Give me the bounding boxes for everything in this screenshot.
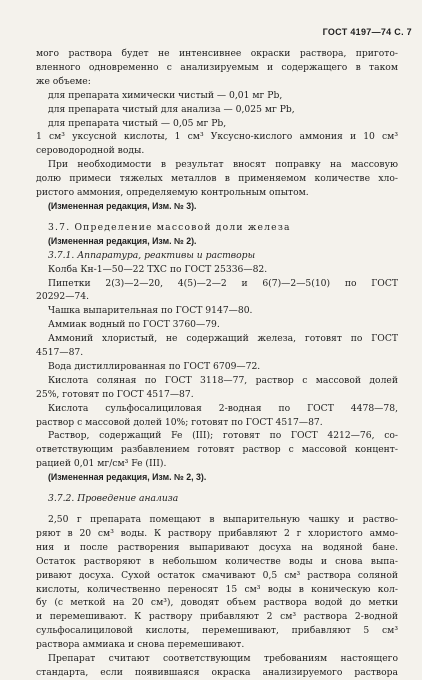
text-line: 25%, готовят по ГОСТ 4517—87. — [36, 388, 194, 400]
text-line: раствора аммиака и снова перемешивают. — [36, 639, 245, 651]
text-line: ристого аммония, определяемую контрольным опытом. — [36, 187, 309, 199]
text-line: долю примеси тяжелых металлов в применяемом количестве хло- — [36, 173, 398, 185]
text-line: 3.7.2. Проведение анализа — [48, 493, 179, 505]
text-line: для препарата химически чистый — 0,01 мг Pb, — [48, 89, 283, 101]
text-line: сероводородной воды. — [36, 145, 145, 157]
text-line: При необходимости в результат вносят поправку на массовую — [48, 159, 398, 171]
text-line: Кислота соляная по ГОСТ 3118—77, раствор с массовой долей — [48, 374, 398, 386]
text-line: ривают досуха. Сухой остаток смачивают 0,5 см³ раствора соляной — [36, 569, 398, 581]
text-line: Вода дистиллированная по ГОСТ 6709—72. — [48, 360, 261, 372]
text-line: вленного одновременно с анализируемым и содержащего в таком — [36, 61, 398, 73]
page-header: ГОСТ 4197—74 С. 7 — [322, 27, 412, 37]
text-line: Препарат считают соответствующим требованиям настоящего — [48, 653, 398, 665]
text-line: 1 см³ уксусной кислоты, 1 см³ Уксусно-кислого аммония и 10 см³ — [36, 131, 398, 143]
text-line: бу (с меткой на 20 см³), доводят объем раствора водой до метки — [36, 597, 398, 609]
text-line: (Измененная редакция, Изм. № 2). — [48, 235, 197, 246]
paragraph-gap — [36, 506, 398, 513]
paragraph-gap — [36, 214, 398, 221]
text-line: сульфосалициловой кислоты, перемешивают, прибавляют 5 см³ — [36, 625, 398, 637]
text-line: 3.7. Определение массовой доли железа — [48, 221, 291, 233]
text-line: кислоты, количественно переносят 15 см³ воды в коническую кол- — [36, 583, 398, 595]
text-line: ряют в 20 см³ воды. К раствору прибавляют 2 г хлористого аммо- — [36, 527, 398, 539]
text-line: 4517—87. — [36, 347, 84, 359]
text-line: 3.7.1. Аппаратура, реактивы и растворы — [48, 249, 256, 261]
text-line: Пипетки 2(3)—2—20, 4(5)—2—2 и 6(7)—2—5(10) по ГОСТ — [48, 277, 398, 289]
text-line: Аммиак водный по ГОСТ 3760—79. — [48, 319, 220, 331]
text-line: и перемешивают. К раствору прибавляют 2 см³ раствора 2-водной — [36, 611, 398, 623]
text-line: же объеме: — [36, 75, 91, 87]
text-line: (Измененная редакция, Изм. № 3). — [48, 200, 197, 211]
text-line: 20292—74. — [36, 291, 90, 303]
document-body — [36, 47, 398, 680]
paragraph-gap — [36, 485, 398, 492]
text-line: ния и после растворения выпаривают досуха на водяной бане. — [36, 541, 398, 553]
text-line: для препарата чистый для анализа — 0,025 мг Pb, — [48, 103, 295, 115]
text-line: Колба Кн-1—50—22 ТХС по ГОСТ 25336—82. — [48, 263, 268, 275]
text-line: раствор с массовой долей 10%; готовят по ГОСТ 4517—87. — [36, 416, 323, 428]
text-line: мого раствора будет не интенсивнее окраски раствора, пригото- — [36, 48, 398, 59]
text-line: Остаток растворяют в небольшом количестве воды и снова выпа- — [36, 555, 398, 567]
text-line: (Измененная редакция, Изм. № 2, 3). — [48, 472, 207, 483]
text-line: 2,50 г препарата помещают в выпарительную чашку и раство- — [48, 514, 398, 525]
text-line: стандарта, если появившаяся окраска анализируемого раствора — [36, 666, 398, 678]
text-line: Кислота сульфосалициловая 2-водная по ГОСТ 4478—78, — [48, 402, 398, 414]
text-line: рацией 0,01 мг/см³ Fe (III). — [36, 458, 167, 470]
text-line: Чашка выпарительная по ГОСТ 9147—80. — [48, 305, 253, 317]
text-line: Раствор, содержащий Fe (III); готовят по ГОСТ 4212—76, со- — [48, 430, 398, 442]
text-line: для препарата чистый — 0,05 мг Pb, — [48, 117, 227, 129]
text-line: Аммоний хлористый, не содержащий железа, готовят по ГОСТ — [48, 333, 398, 345]
text-line: ответствующим разбавлением готовят раствор с массовой концент- — [36, 444, 398, 456]
